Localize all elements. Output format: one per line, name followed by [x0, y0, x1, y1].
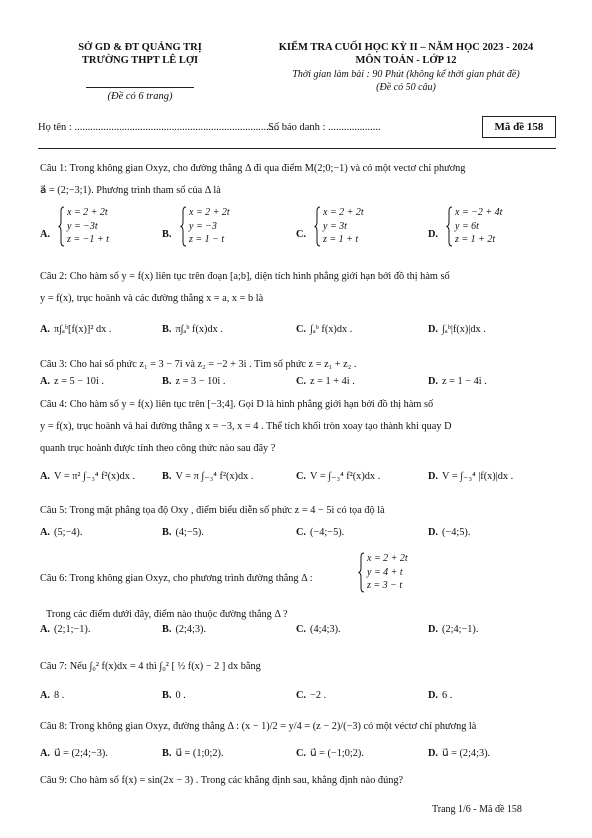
q6-option-d: [428, 624, 478, 635]
q2-d-label: D.: [428, 324, 439, 335]
q2-option-b: [162, 324, 223, 335]
q3-stem: Câu 3: Cho hai số phức z₁ = 3 − 7i và z₂ = −2 + 3i . Tìm số phức z = z₁ + z₂ .: [40, 359, 357, 370]
q8-d-text: u⃗ = (2;4;3).: [442, 748, 491, 759]
q5-b-text: (4;−5).: [175, 527, 204, 538]
q9-stem: Câu 9: Cho hàm số f(x) = sin(2x − 3) . Trong các khẳng định sau, khẳng định nào đúng?: [40, 775, 404, 786]
q6-d-text: (2;4;−1).: [442, 624, 479, 635]
q3-option-d: [428, 376, 487, 387]
q6-option-b: [162, 624, 206, 635]
q1-d-x: x = −2 + 4t: [455, 207, 503, 218]
q7-d-label: D.: [428, 690, 439, 701]
q2-b-text: π∫ₐᵇ f(x)dx .: [175, 324, 223, 335]
q3-d-text: z = 1 − 4i .: [442, 376, 487, 387]
exam-code-box: Mã đề 158: [482, 116, 556, 138]
q1-d-z: z = 1 + 2t: [455, 234, 496, 245]
q1-option-c-label: C.: [296, 229, 307, 240]
q5-option-c: [296, 527, 344, 538]
q7-b-text: 0 .: [175, 690, 186, 701]
q7-a-text: 8 .: [54, 690, 65, 701]
q5-option-a: [40, 527, 82, 538]
q3-a-text: z = 5 − 10i .: [54, 376, 104, 387]
q8-option-a: [40, 747, 108, 759]
q4-stem-line1: Câu 4: Cho hàm số y = f(x) liên tục trên [−3;4]. Gọi D là hình phẳng giới hạn bởi đồ thị hàm số: [40, 399, 434, 410]
q7-b-label: B.: [162, 690, 172, 701]
q4-b-label: B.: [162, 471, 172, 482]
q4-option-b: [162, 470, 253, 482]
q3-b-text: z = 3 − 10i .: [175, 376, 226, 387]
q6-a-label: A.: [40, 624, 51, 635]
department-name: SỞ GD & ĐT QUẢNG TRỊ: [78, 42, 202, 53]
q3-option-a: [40, 376, 104, 387]
header-divider: [86, 87, 194, 88]
q2-option-a: [40, 324, 111, 335]
q2-stem-line1: Câu 2: Cho hàm số y = f(x) liên tục trên đoạn [a;b], diện tích hình phẳng giới hạn bởi đồ thị hàm số: [40, 271, 450, 282]
q1-option-c-system: [314, 206, 404, 247]
q8-b-label: B.: [162, 748, 172, 759]
q6-b-label: B.: [162, 624, 172, 635]
school-name: TRƯỜNG THPT LÊ LỢI: [81, 55, 199, 66]
q8-c-label: C.: [296, 748, 307, 759]
q3-option-c: [296, 376, 355, 387]
q8-option-c: [296, 747, 364, 759]
q7-a-label: A.: [40, 690, 51, 701]
subject-title: MÔN TOÁN - LỚP 12: [355, 55, 457, 66]
q6-option-c: [296, 624, 341, 635]
q7-option-c: [296, 690, 326, 701]
q4-option-d: [428, 470, 513, 482]
page-footer: Trang 1/6 - Mã đề 158: [432, 804, 522, 815]
q1-stem-line1: Câu 1: Trong không gian Oxyz, cho đường thẳng Δ đi qua điểm M(2;0;−1) và có một vectơ chỉ phương: [40, 163, 466, 174]
q1-a-z: z = −1 + t: [67, 234, 109, 245]
q3-c-text: z = 1 + 4i .: [310, 376, 355, 387]
q4-stem-line2: y = f(x), trục hoành và hai đường thẳng x = −3, x = 4 . Thể tích khối tròn xoay tạo thành khi quay D: [40, 421, 452, 432]
q3-a-label: A.: [40, 376, 51, 387]
student-id-field: Số báo danh : ....................: [268, 122, 381, 133]
q7-option-b: [162, 690, 186, 701]
q6-line-system: [358, 552, 438, 593]
q8-b-text: u⃗ = (1;0;2).: [175, 748, 224, 759]
q6-option-a: [40, 624, 90, 635]
q8-option-b: [162, 747, 224, 759]
q1-b-z: z = 1 − t: [189, 234, 225, 245]
q1-option-b-system: [180, 206, 270, 247]
exam-title: KIỂM TRA CUỐI HỌC KỲ II – NĂM HỌC 2023 - 2024: [278, 42, 534, 53]
q5-b-label: B.: [162, 527, 172, 538]
q7-d-text: 6 .: [442, 690, 453, 701]
q1-a-y: y = −3t: [67, 220, 98, 232]
q1-option-a-label: A.: [40, 229, 51, 240]
q2-option-c: [296, 324, 352, 335]
q3-c-label: C.: [296, 376, 307, 387]
time-note: Thời gian làm bài : 90 Phút (không kể thời gian phát đề): [292, 69, 520, 80]
q4-stem-line3: quanh trục hoành được tính theo công thức nào sau đây ?: [40, 443, 276, 454]
pages-note: (Đề có 6 trang): [107, 91, 173, 102]
q3-b-label: B.: [162, 376, 172, 387]
q6-d-label: D.: [428, 624, 439, 635]
q1-d-y: y = 6t: [455, 220, 479, 232]
q6-stem-lead: Câu 6: Trong không gian Oxyz, cho phương trình đường thẳng Δ :: [40, 573, 313, 584]
header-bottom-rule: [38, 148, 556, 149]
q5-d-label: D.: [428, 527, 439, 538]
q1-option-d-label: D.: [428, 229, 439, 240]
q4-d-label: D.: [428, 471, 439, 482]
q7-stem: Câu 7: Nếu ∫₀² f(x)dx = 4 thì ∫₀² [ ½ f(x) − 2 ] dx bằng: [40, 661, 261, 672]
q8-d-label: D.: [428, 748, 439, 759]
q2-stem-line2: y = f(x), trục hoành và các đường thẳng x = a, x = b là: [40, 293, 264, 304]
q4-option-a: [40, 470, 135, 482]
q8-stem: Câu 8: Trong không gian Oxyz, đường thẳng Δ : (x − 1)/2 = y/4 = (z − 2)/(−3) có một véctơ chỉ phương là: [40, 721, 477, 732]
q2-b-label: B.: [162, 324, 172, 335]
q4-a-text: V = π² ∫₋₃⁴ f²(x)dx .: [54, 471, 136, 482]
q4-option-c: [296, 470, 380, 482]
q8-a-text: u⃗ = (2;4;−3).: [54, 748, 108, 759]
q4-a-label: A.: [40, 471, 51, 482]
q3-option-b: [162, 376, 225, 387]
q4-d-text: V = ∫₋₃⁴ |f(x)|dx .: [442, 471, 514, 482]
q1-c-y: y = 3t: [323, 220, 347, 232]
q5-option-d: [428, 527, 470, 538]
q6-c-label: C.: [296, 624, 307, 635]
q6-stem-line2: Trong các điểm dưới đây, điểm nào thuộc đường thẳng Δ ?: [46, 609, 288, 620]
q2-a-text: π∫ₐᵇ[f(x)]² dx .: [54, 324, 112, 335]
q1-b-x: x = 2 + 2t: [189, 207, 230, 218]
q5-c-text: (−4;−5).: [310, 527, 345, 538]
q1-option-b-label: B.: [162, 229, 172, 240]
q8-option-d: [428, 747, 490, 759]
q5-a-label: A.: [40, 527, 51, 538]
q4-b-text: V = π ∫₋₃⁴ f²(x)dx .: [175, 471, 254, 482]
q1-option-d-system: [446, 206, 546, 247]
q1-b-y: y = −3: [189, 220, 217, 232]
q6-sys-x: x = 2 + 2t: [367, 553, 408, 564]
q6-sys-y: y = 4 + t: [367, 566, 403, 578]
q5-d-text: (−4;5).: [442, 527, 471, 538]
q5-stem: Câu 5: Trong mặt phẳng tọa độ Oxy , điểm biểu diễn số phức z = 4 − 5i có tọa độ là: [40, 505, 385, 516]
q2-a-label: A.: [40, 324, 51, 335]
q6-b-text: (2;4;3).: [175, 624, 207, 635]
q5-option-b: [162, 527, 204, 538]
q6-c-text: (4;4;3).: [310, 624, 341, 635]
q1-c-x: x = 2 + 2t: [323, 207, 364, 218]
q2-c-text: ∫ₐᵇ f(x)dx .: [310, 324, 353, 335]
count-note: (Đề có 50 câu): [376, 82, 436, 93]
q7-option-a: [40, 690, 64, 701]
name-field: Họ tên : ..............................................................................: [38, 122, 280, 133]
q1-a-x: x = 2 + 2t: [67, 207, 108, 218]
q2-d-text: ∫ₐᵇ|f(x)|dx .: [442, 324, 486, 335]
q1-option-a-system: [58, 206, 148, 247]
q1-c-z: z = 1 + t: [323, 234, 359, 245]
q6-a-text: (2;1;−1).: [54, 624, 91, 635]
q4-c-text: V = ∫₋₃⁴ f²(x)dx .: [310, 471, 381, 482]
q5-c-label: C.: [296, 527, 307, 538]
q1-stem-line2: a⃗ = (2;−3;1). Phương trình tham số của Δ là: [40, 185, 221, 196]
q5-a-text: (5;−4).: [54, 527, 83, 538]
q7-option-d: [428, 690, 452, 701]
q6-sys-z: z = 3 − t: [367, 580, 403, 591]
q4-c-label: C.: [296, 471, 307, 482]
q2-option-d: [428, 324, 486, 335]
q2-c-label: C.: [296, 324, 307, 335]
q8-c-text: u⃗ = (−1;0;2).: [310, 748, 364, 759]
q8-a-label: A.: [40, 748, 51, 759]
q7-c-label: C.: [296, 690, 307, 701]
q3-d-label: D.: [428, 376, 439, 387]
q7-c-text: −2 .: [310, 690, 327, 701]
